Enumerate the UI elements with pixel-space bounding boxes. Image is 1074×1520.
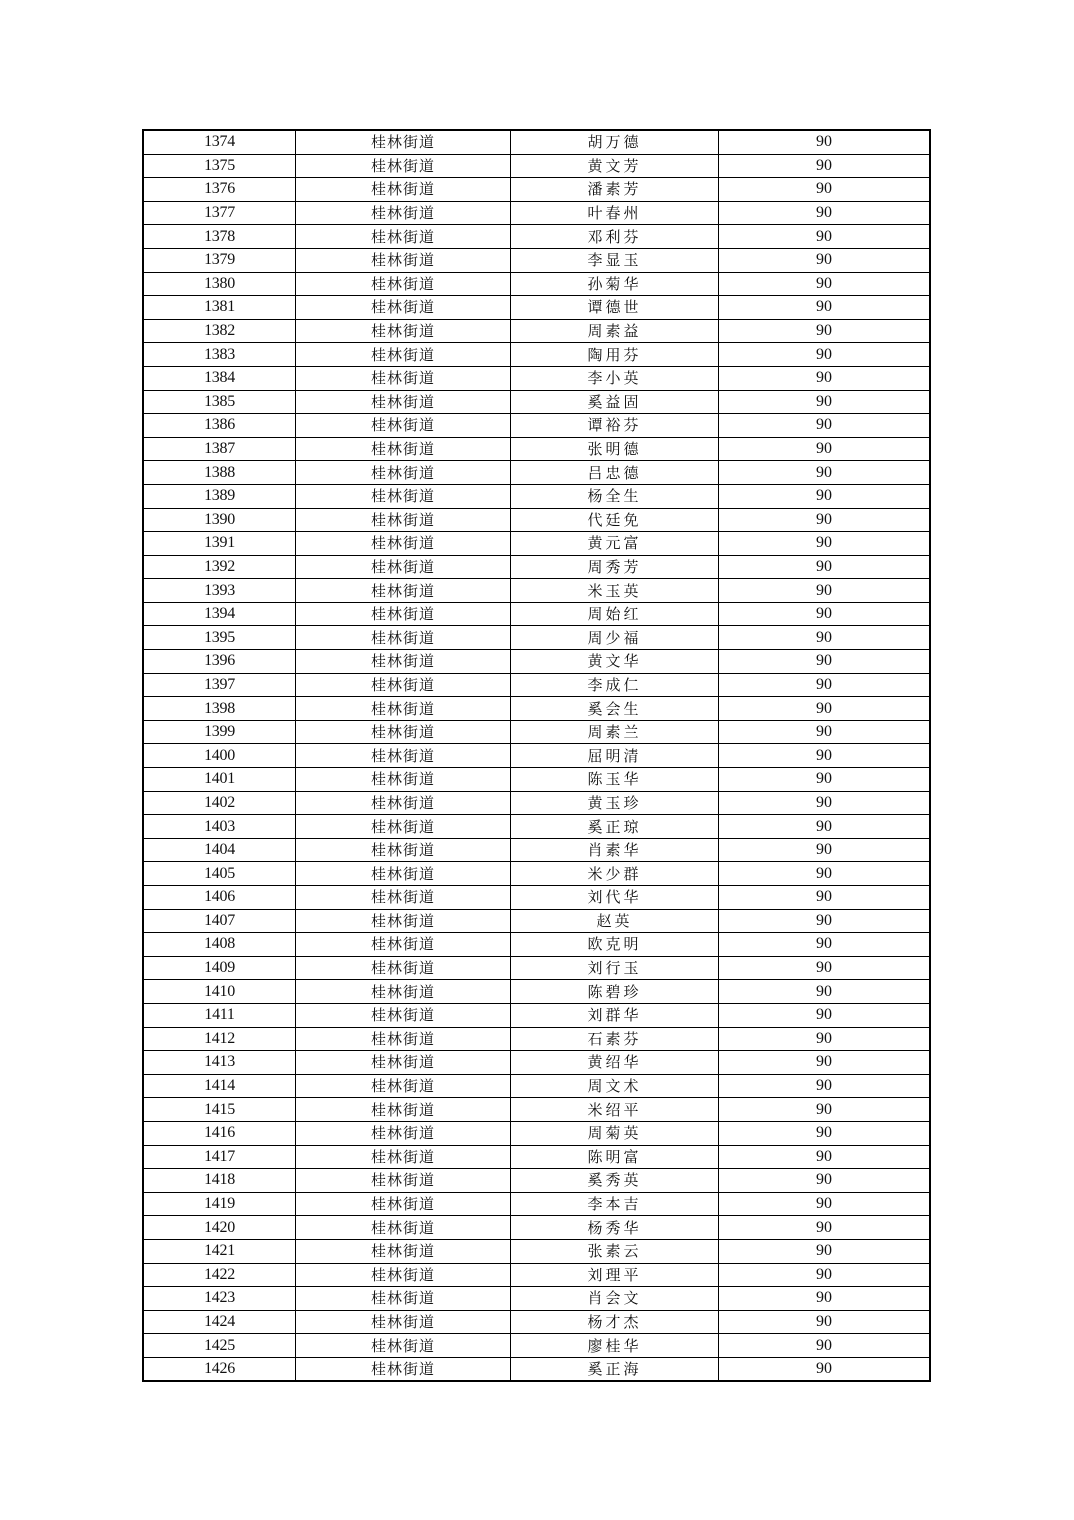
serial-number-cell: 1416 <box>143 1121 296 1145</box>
table-row <box>143 1357 930 1381</box>
serial-number-cell: 1401 <box>143 768 296 792</box>
person-name-cell: 黄绍华 <box>511 1051 719 1075</box>
street-cell: 桂林街道 <box>296 343 511 367</box>
score-cell: 90 <box>719 461 931 485</box>
table-row <box>143 815 930 839</box>
street-cell: 桂林街道 <box>296 1121 511 1145</box>
table-row <box>143 1098 930 1122</box>
street-cell: 桂林街道 <box>296 1003 511 1027</box>
serial-number-cell: 1380 <box>143 272 296 296</box>
person-name-cell: 李本吉 <box>511 1192 719 1216</box>
serial-number-cell: 1405 <box>143 862 296 886</box>
street-cell: 桂林街道 <box>296 673 511 697</box>
table-row <box>143 437 930 461</box>
street-cell: 桂林街道 <box>296 1145 511 1169</box>
table-row <box>143 697 930 721</box>
person-name-cell: 谭裕芬 <box>511 414 719 438</box>
table-row <box>143 768 930 792</box>
score-cell: 90 <box>719 296 931 320</box>
person-name-cell: 廖桂华 <box>511 1334 719 1358</box>
score-cell: 90 <box>719 909 931 933</box>
table-row <box>143 650 930 674</box>
score-cell: 90 <box>719 1287 931 1311</box>
serial-number-cell: 1384 <box>143 366 296 390</box>
person-name-cell: 肖素华 <box>511 838 719 862</box>
street-cell: 桂林街道 <box>296 768 511 792</box>
person-name-cell: 杨全生 <box>511 484 719 508</box>
serial-number-cell: 1376 <box>143 178 296 202</box>
roster-table-body <box>143 130 930 1381</box>
serial-number-cell: 1396 <box>143 650 296 674</box>
table-row <box>143 201 930 225</box>
table-row <box>143 673 930 697</box>
table-row <box>143 886 930 910</box>
table-row <box>143 154 930 178</box>
table-row <box>143 296 930 320</box>
street-cell: 桂林街道 <box>296 272 511 296</box>
person-name-cell: 周秀芳 <box>511 555 719 579</box>
person-name-cell: 张素云 <box>511 1239 719 1263</box>
person-name-cell: 米玉英 <box>511 579 719 603</box>
person-name-cell: 刘群华 <box>511 1003 719 1027</box>
table-row <box>143 461 930 485</box>
serial-number-cell: 1390 <box>143 508 296 532</box>
table-row <box>143 272 930 296</box>
serial-number-cell: 1399 <box>143 720 296 744</box>
street-cell: 桂林街道 <box>296 579 511 603</box>
serial-number-cell: 1381 <box>143 296 296 320</box>
score-cell: 90 <box>719 1027 931 1051</box>
person-name-cell: 奚益固 <box>511 390 719 414</box>
person-name-cell: 刘理平 <box>511 1263 719 1287</box>
person-name-cell: 欧克明 <box>511 933 719 957</box>
table-row <box>143 909 930 933</box>
person-name-cell: 米绍平 <box>511 1098 719 1122</box>
serial-number-cell: 1378 <box>143 225 296 249</box>
street-cell: 桂林街道 <box>296 319 511 343</box>
serial-number-cell: 1392 <box>143 555 296 579</box>
street-cell: 桂林街道 <box>296 626 511 650</box>
street-cell: 桂林街道 <box>296 1051 511 1075</box>
street-cell: 桂林街道 <box>296 602 511 626</box>
person-name-cell: 石素芬 <box>511 1027 719 1051</box>
score-cell: 90 <box>719 1357 931 1381</box>
score-cell: 90 <box>719 178 931 202</box>
street-cell: 桂林街道 <box>296 1098 511 1122</box>
score-cell: 90 <box>719 1239 931 1263</box>
person-name-cell: 周素益 <box>511 319 719 343</box>
person-name-cell: 屈明清 <box>511 744 719 768</box>
serial-number-cell: 1387 <box>143 437 296 461</box>
person-name-cell: 周少福 <box>511 626 719 650</box>
street-cell: 桂林街道 <box>296 909 511 933</box>
person-name-cell: 奚正海 <box>511 1357 719 1381</box>
person-name-cell: 黄玉珍 <box>511 791 719 815</box>
street-cell: 桂林街道 <box>296 1169 511 1193</box>
table-row <box>143 1145 930 1169</box>
table-row <box>143 626 930 650</box>
score-cell: 90 <box>719 366 931 390</box>
score-cell: 90 <box>719 602 931 626</box>
person-name-cell: 陈玉华 <box>511 768 719 792</box>
person-name-cell: 刘行玉 <box>511 956 719 980</box>
person-name-cell: 陈碧珍 <box>511 980 719 1004</box>
score-cell: 90 <box>719 1216 931 1240</box>
person-name-cell: 孙菊华 <box>511 272 719 296</box>
street-cell: 桂林街道 <box>296 532 511 556</box>
street-cell: 桂林街道 <box>296 366 511 390</box>
serial-number-cell: 1393 <box>143 579 296 603</box>
score-cell: 90 <box>719 1263 931 1287</box>
serial-number-cell: 1391 <box>143 532 296 556</box>
street-cell: 桂林街道 <box>296 414 511 438</box>
street-cell: 桂林街道 <box>296 484 511 508</box>
serial-number-cell: 1397 <box>143 673 296 697</box>
person-name-cell: 李小英 <box>511 366 719 390</box>
serial-number-cell: 1374 <box>143 130 296 154</box>
serial-number-cell: 1402 <box>143 791 296 815</box>
street-cell: 桂林街道 <box>296 178 511 202</box>
score-cell: 90 <box>719 1145 931 1169</box>
score-cell: 90 <box>719 1334 931 1358</box>
table-row <box>143 484 930 508</box>
table-row <box>143 1287 930 1311</box>
score-cell: 90 <box>719 225 931 249</box>
serial-number-cell: 1418 <box>143 1169 296 1193</box>
serial-number-cell: 1406 <box>143 886 296 910</box>
street-cell: 桂林街道 <box>296 1192 511 1216</box>
street-cell: 桂林街道 <box>296 744 511 768</box>
table-row <box>143 1263 930 1287</box>
table-row <box>143 1027 930 1051</box>
table-row <box>143 178 930 202</box>
table-row <box>143 791 930 815</box>
street-cell: 桂林街道 <box>296 720 511 744</box>
serial-number-cell: 1413 <box>143 1051 296 1075</box>
serial-number-cell: 1421 <box>143 1239 296 1263</box>
street-cell: 桂林街道 <box>296 555 511 579</box>
street-cell: 桂林街道 <box>296 1263 511 1287</box>
person-name-cell: 杨才杰 <box>511 1310 719 1334</box>
street-cell: 桂林街道 <box>296 886 511 910</box>
serial-number-cell: 1422 <box>143 1263 296 1287</box>
street-cell: 桂林街道 <box>296 390 511 414</box>
person-name-cell: 陶用芬 <box>511 343 719 367</box>
street-cell: 桂林街道 <box>296 815 511 839</box>
table-row <box>143 1169 930 1193</box>
street-cell: 桂林街道 <box>296 201 511 225</box>
serial-number-cell: 1420 <box>143 1216 296 1240</box>
score-cell: 90 <box>719 414 931 438</box>
table-row <box>143 390 930 414</box>
table-row <box>143 1121 930 1145</box>
score-cell: 90 <box>719 1192 931 1216</box>
score-cell: 90 <box>719 579 931 603</box>
score-cell: 90 <box>719 956 931 980</box>
street-cell: 桂林街道 <box>296 933 511 957</box>
street-cell: 桂林街道 <box>296 980 511 1004</box>
serial-number-cell: 1379 <box>143 248 296 272</box>
street-cell: 桂林街道 <box>296 248 511 272</box>
table-row <box>143 744 930 768</box>
score-cell: 90 <box>719 886 931 910</box>
score-cell: 90 <box>719 862 931 886</box>
score-cell: 90 <box>719 555 931 579</box>
street-cell: 桂林街道 <box>296 1239 511 1263</box>
serial-number-cell: 1425 <box>143 1334 296 1358</box>
score-cell: 90 <box>719 1003 931 1027</box>
score-cell: 90 <box>719 1098 931 1122</box>
table-row <box>143 720 930 744</box>
person-name-cell: 胡万德 <box>511 130 719 154</box>
score-cell: 90 <box>719 319 931 343</box>
person-name-cell: 赵英 <box>511 909 719 933</box>
serial-number-cell: 1412 <box>143 1027 296 1051</box>
table-row <box>143 1051 930 1075</box>
table-row <box>143 1239 930 1263</box>
street-cell: 桂林街道 <box>296 1357 511 1381</box>
table-row <box>143 933 930 957</box>
serial-number-cell: 1404 <box>143 838 296 862</box>
person-name-cell: 张明德 <box>511 437 719 461</box>
serial-number-cell: 1389 <box>143 484 296 508</box>
table-row <box>143 1074 930 1098</box>
street-cell: 桂林街道 <box>296 296 511 320</box>
score-cell: 90 <box>719 390 931 414</box>
person-name-cell: 米少群 <box>511 862 719 886</box>
serial-number-cell: 1385 <box>143 390 296 414</box>
serial-number-cell: 1403 <box>143 815 296 839</box>
person-name-cell: 奚秀英 <box>511 1169 719 1193</box>
person-name-cell: 李显玉 <box>511 248 719 272</box>
person-name-cell: 周始红 <box>511 602 719 626</box>
score-cell: 90 <box>719 1051 931 1075</box>
score-cell: 90 <box>719 933 931 957</box>
score-cell: 90 <box>719 1121 931 1145</box>
person-name-cell: 周文术 <box>511 1074 719 1098</box>
score-cell: 90 <box>719 484 931 508</box>
table-row <box>143 1310 930 1334</box>
street-cell: 桂林街道 <box>296 508 511 532</box>
table-row <box>143 1003 930 1027</box>
serial-number-cell: 1409 <box>143 956 296 980</box>
street-cell: 桂林街道 <box>296 1334 511 1358</box>
street-cell: 桂林街道 <box>296 461 511 485</box>
table-row <box>143 838 930 862</box>
person-name-cell: 陈明富 <box>511 1145 719 1169</box>
score-cell: 90 <box>719 1169 931 1193</box>
score-cell: 90 <box>719 838 931 862</box>
street-cell: 桂林街道 <box>296 697 511 721</box>
serial-number-cell: 1410 <box>143 980 296 1004</box>
serial-number-cell: 1394 <box>143 602 296 626</box>
score-cell: 90 <box>719 650 931 674</box>
score-cell: 90 <box>719 673 931 697</box>
serial-number-cell: 1388 <box>143 461 296 485</box>
street-cell: 桂林街道 <box>296 1216 511 1240</box>
table-row <box>143 343 930 367</box>
score-cell: 90 <box>719 272 931 296</box>
table-row <box>143 980 930 1004</box>
table-row <box>143 862 930 886</box>
score-cell: 90 <box>719 768 931 792</box>
table-row <box>143 1192 930 1216</box>
score-cell: 90 <box>719 437 931 461</box>
serial-number-cell: 1426 <box>143 1357 296 1381</box>
score-cell: 90 <box>719 720 931 744</box>
table-row <box>143 366 930 390</box>
person-name-cell: 潘素芳 <box>511 178 719 202</box>
person-name-cell: 杨秀华 <box>511 1216 719 1240</box>
table-row <box>143 319 930 343</box>
table-row <box>143 555 930 579</box>
street-cell: 桂林街道 <box>296 225 511 249</box>
street-cell: 桂林街道 <box>296 130 511 154</box>
street-cell: 桂林街道 <box>296 1287 511 1311</box>
person-name-cell: 周菊英 <box>511 1121 719 1145</box>
serial-number-cell: 1407 <box>143 909 296 933</box>
score-cell: 90 <box>719 532 931 556</box>
street-cell: 桂林街道 <box>296 838 511 862</box>
serial-number-cell: 1424 <box>143 1310 296 1334</box>
person-name-cell: 刘代华 <box>511 886 719 910</box>
table-row <box>143 532 930 556</box>
person-name-cell: 叶春州 <box>511 201 719 225</box>
person-name-cell: 吕忠德 <box>511 461 719 485</box>
score-cell: 90 <box>719 980 931 1004</box>
person-name-cell: 李成仁 <box>511 673 719 697</box>
score-cell: 90 <box>719 1310 931 1334</box>
serial-number-cell: 1414 <box>143 1074 296 1098</box>
table-row <box>143 248 930 272</box>
score-cell: 90 <box>719 697 931 721</box>
serial-number-cell: 1382 <box>143 319 296 343</box>
table-row <box>143 602 930 626</box>
street-cell: 桂林街道 <box>296 791 511 815</box>
serial-number-cell: 1400 <box>143 744 296 768</box>
street-cell: 桂林街道 <box>296 1310 511 1334</box>
table-row <box>143 579 930 603</box>
table-row <box>143 956 930 980</box>
table-row <box>143 508 930 532</box>
street-cell: 桂林街道 <box>296 650 511 674</box>
person-name-cell: 代廷免 <box>511 508 719 532</box>
serial-number-cell: 1408 <box>143 933 296 957</box>
score-cell: 90 <box>719 130 931 154</box>
person-name-cell: 奚正琼 <box>511 815 719 839</box>
table-row <box>143 414 930 438</box>
roster-table <box>142 129 931 1382</box>
person-name-cell: 黄文华 <box>511 650 719 674</box>
score-cell: 90 <box>719 791 931 815</box>
score-cell: 90 <box>719 1074 931 1098</box>
street-cell: 桂林街道 <box>296 862 511 886</box>
serial-number-cell: 1415 <box>143 1098 296 1122</box>
street-cell: 桂林街道 <box>296 956 511 980</box>
person-name-cell: 邓利芬 <box>511 225 719 249</box>
person-name-cell: 周素兰 <box>511 720 719 744</box>
person-name-cell: 黄元富 <box>511 532 719 556</box>
serial-number-cell: 1411 <box>143 1003 296 1027</box>
score-cell: 90 <box>719 815 931 839</box>
serial-number-cell: 1398 <box>143 697 296 721</box>
serial-number-cell: 1417 <box>143 1145 296 1169</box>
serial-number-cell: 1395 <box>143 626 296 650</box>
serial-number-cell: 1377 <box>143 201 296 225</box>
street-cell: 桂林街道 <box>296 1027 511 1051</box>
table-row <box>143 130 930 154</box>
street-cell: 桂林街道 <box>296 154 511 178</box>
serial-number-cell: 1419 <box>143 1192 296 1216</box>
person-name-cell: 黄文芳 <box>511 154 719 178</box>
serial-number-cell: 1375 <box>143 154 296 178</box>
serial-number-cell: 1383 <box>143 343 296 367</box>
table-row <box>143 225 930 249</box>
serial-number-cell: 1386 <box>143 414 296 438</box>
score-cell: 90 <box>719 744 931 768</box>
person-name-cell: 谭德世 <box>511 296 719 320</box>
score-cell: 90 <box>719 201 931 225</box>
score-cell: 90 <box>719 248 931 272</box>
table-row <box>143 1216 930 1240</box>
score-cell: 90 <box>719 343 931 367</box>
table-row <box>143 1334 930 1358</box>
person-name-cell: 奚会生 <box>511 697 719 721</box>
street-cell: 桂林街道 <box>296 437 511 461</box>
score-cell: 90 <box>719 626 931 650</box>
street-cell: 桂林街道 <box>296 1074 511 1098</box>
score-cell: 90 <box>719 154 931 178</box>
score-cell: 90 <box>719 508 931 532</box>
person-name-cell: 肖会文 <box>511 1287 719 1311</box>
serial-number-cell: 1423 <box>143 1287 296 1311</box>
